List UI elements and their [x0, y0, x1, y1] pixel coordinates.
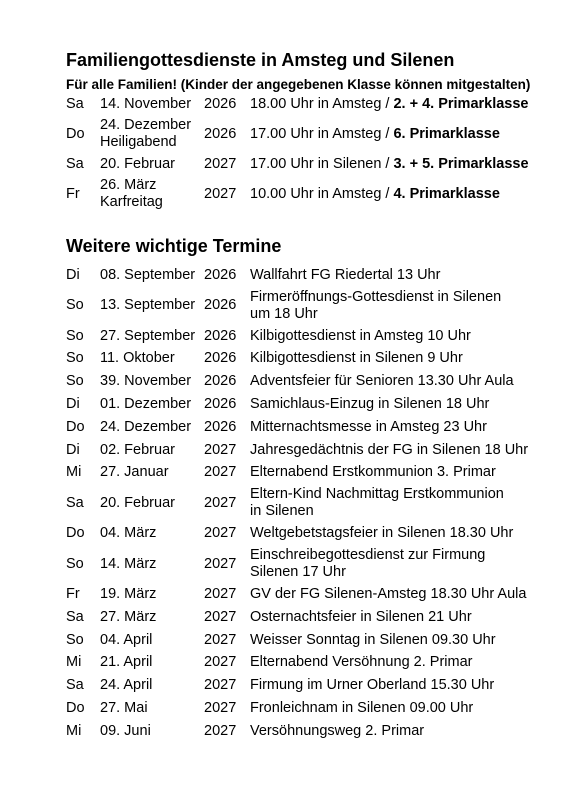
- table-row: [62, 674, 540, 697]
- weekday: Di: [66, 266, 80, 283]
- event-text: Elternabend Versöhnung 2. Primar: [250, 654, 473, 671]
- date: 21. April: [100, 654, 153, 671]
- year: 2027: [204, 441, 237, 458]
- weekday: Do: [66, 525, 85, 542]
- date: 26. März: [100, 177, 157, 193]
- weekday: Sa: [66, 608, 84, 625]
- year: 2026: [204, 297, 237, 314]
- event-cell: [250, 652, 540, 675]
- event-cell: [250, 484, 540, 522]
- date-note: Heiligabend: [100, 134, 177, 150]
- table-row: [62, 93, 540, 115]
- event-text: Samichlaus-Einzug in Silenen 18 Uhr: [250, 396, 490, 413]
- event-text: Eltern-Kind Nachmittag Erstkommunion: [250, 486, 504, 503]
- date: 27. Januar: [100, 464, 169, 481]
- year: 2026: [204, 327, 237, 344]
- event-cell: [250, 462, 540, 485]
- date: 14. November: [100, 95, 192, 112]
- date: 09. Juni: [100, 722, 151, 739]
- event-text-continued: Silenen 17 Uhr: [250, 564, 346, 581]
- event-cell: [250, 264, 540, 287]
- event-class: 3. + 5. Primarklasse: [393, 155, 529, 172]
- table-row: [62, 484, 540, 522]
- event-text: Firmeröffnungs-Gottesdienst in Silenen: [250, 288, 502, 305]
- date: 04. April: [100, 631, 153, 648]
- event-cell: [250, 674, 540, 697]
- table-row: [62, 652, 540, 675]
- year: 2027: [204, 677, 237, 694]
- year: 2026: [204, 350, 237, 367]
- event-cell: [250, 153, 540, 175]
- table-row: [62, 175, 540, 213]
- weekday: Sa: [66, 95, 84, 112]
- year: 2027: [204, 608, 237, 625]
- event-text: Versöhnungsweg 2. Primar: [250, 722, 425, 739]
- event-cell: [250, 325, 540, 348]
- event-text: Mitternachtsmesse in Amsteg 23 Uhr: [250, 418, 487, 435]
- weekday: Sa: [66, 677, 84, 694]
- date: 20. Februar: [100, 155, 175, 172]
- event-class: 6. Primarklasse: [393, 125, 500, 142]
- event-text: Kilbigottesdienst in Amsteg 10 Uhr: [250, 327, 471, 344]
- event-text: Weltgebetstagsfeier in Silenen 18.30 Uhr: [250, 525, 514, 542]
- event-text-continued: in Silenen: [250, 503, 314, 520]
- year: 2027: [204, 185, 237, 202]
- event-text: Firmung im Urner Oberland 15.30 Uhr: [250, 677, 495, 694]
- table-row: [62, 697, 540, 720]
- event-cell: [250, 629, 540, 652]
- year: 2027: [204, 654, 237, 671]
- event-time-place: 10.00 Uhr in Amsteg /: [250, 185, 394, 202]
- date-cell: [100, 115, 204, 153]
- event-cell: [250, 348, 540, 371]
- weekday: Do: [66, 700, 85, 717]
- weekday: So: [66, 373, 84, 390]
- table-row: [62, 325, 540, 348]
- event-text: Fronleichnam in Silenen 09.00 Uhr: [250, 700, 474, 717]
- weekday: Sa: [66, 494, 84, 511]
- table-row: [62, 153, 540, 175]
- date: 13. September: [100, 297, 196, 314]
- dates-table: [62, 264, 540, 743]
- year: 2027: [204, 586, 237, 603]
- date: 20. Februar: [100, 494, 175, 511]
- table-row: [62, 629, 540, 652]
- weekday: Fr: [66, 586, 80, 603]
- event-cell: [250, 697, 540, 720]
- event-text: Wallfahrt FG Riedertal 13 Uhr: [250, 266, 441, 283]
- date: 24. Dezember: [100, 418, 192, 435]
- section-title-weitere-termine: Weitere wichtige Termine: [66, 236, 282, 256]
- event-text: GV der FG Silenen-Amsteg 18.30 Uhr Aula: [250, 586, 527, 603]
- section-title-familiengottesdienste: Familiengottesdienste in Amsteg und Silenen: [66, 50, 455, 70]
- section-subtitle: Für alle Familien! (Kinder der angegebenen Klasse können mitgestalten): [66, 77, 531, 92]
- event-cell: [250, 393, 540, 416]
- table-row: [62, 264, 540, 287]
- date: 02. Februar: [100, 441, 175, 458]
- event-text-continued: um 18 Uhr: [250, 305, 318, 322]
- table-row: [62, 720, 540, 743]
- date: 24. April: [100, 677, 153, 694]
- table-row: [62, 545, 540, 583]
- weekday: Mi: [66, 654, 82, 671]
- year: 2026: [204, 373, 237, 390]
- event-time-place: 18.00 Uhr in Amsteg /: [250, 95, 394, 112]
- event-cell: [250, 522, 540, 545]
- year: 2027: [204, 155, 237, 172]
- date-cell: [100, 153, 204, 175]
- year: 2027: [204, 525, 237, 542]
- table-row: [62, 115, 540, 153]
- weekday: Sa: [66, 155, 84, 172]
- weekday: Do: [66, 125, 85, 142]
- date-cell: [100, 175, 204, 213]
- date-note: Karfreitag: [100, 194, 163, 210]
- event-cell: [250, 439, 540, 462]
- event-text: Jahresgedächtnis der FG in Silenen 18 Uhr: [250, 441, 529, 458]
- year: 2027: [204, 631, 237, 648]
- event-cell: [250, 606, 540, 629]
- event-class: 4. Primarklasse: [393, 185, 500, 202]
- date: 27. März: [100, 608, 157, 625]
- event-cell: [250, 115, 540, 153]
- event-cell: [250, 416, 540, 439]
- year: 2026: [204, 266, 237, 283]
- table-row: [62, 522, 540, 545]
- date-cell: [100, 93, 204, 115]
- event-text: Kilbigottesdienst in Silenen 9 Uhr: [250, 350, 463, 367]
- date: 08. September: [100, 266, 196, 283]
- date: 04. März: [100, 525, 157, 542]
- table-row: [62, 462, 540, 485]
- event-text: Adventsfeier für Senioren 13.30 Uhr Aula: [250, 373, 514, 390]
- date: 24. Dezember: [100, 117, 192, 133]
- weekday: So: [66, 350, 84, 367]
- year: 2026: [204, 418, 237, 435]
- event-cell: [250, 720, 540, 743]
- weekday: Di: [66, 396, 80, 413]
- weekday: So: [66, 327, 84, 344]
- event-cell: [250, 93, 540, 115]
- date: 11. Oktober: [100, 350, 175, 367]
- date: 19. März: [100, 586, 157, 603]
- table-row: [62, 583, 540, 606]
- date: 39. November: [100, 373, 192, 390]
- year: 2026: [204, 125, 237, 142]
- event-time-place: 17.00 Uhr in Amsteg /: [250, 125, 394, 142]
- year: 2027: [204, 555, 237, 572]
- table-row: [62, 393, 540, 416]
- table-row: [62, 287, 540, 325]
- event-text: Einschreibegottesdienst zur Firmung: [250, 547, 486, 564]
- table-row: [62, 370, 540, 393]
- event-text: Elternabend Erstkommunion 3. Primar: [250, 464, 496, 481]
- table-row: [62, 348, 540, 371]
- weekday: Do: [66, 418, 85, 435]
- weekday: So: [66, 555, 84, 572]
- year: 2026: [204, 95, 237, 112]
- date: 01. Dezember: [100, 396, 192, 413]
- date: 27. September: [100, 327, 196, 344]
- family-services-table: [62, 93, 540, 213]
- date: 27. Mai: [100, 700, 148, 717]
- event-time-place: 17.00 Uhr in Silenen /: [250, 155, 394, 172]
- event-cell: [250, 583, 540, 606]
- event-text: Osternachtsfeier in Silenen 21 Uhr: [250, 608, 472, 625]
- weekday: So: [66, 297, 84, 314]
- event-cell: [250, 287, 540, 325]
- table-row: [62, 416, 540, 439]
- year: 2027: [204, 722, 237, 739]
- weekday: Mi: [66, 464, 82, 481]
- weekday: Mi: [66, 722, 82, 739]
- event-cell: [250, 370, 540, 393]
- weekday: Fr: [66, 185, 80, 202]
- weekday: So: [66, 631, 84, 648]
- year: 2027: [204, 464, 237, 481]
- event-class: 2. + 4. Primarklasse: [393, 95, 529, 112]
- table-row: [62, 606, 540, 629]
- year: 2027: [204, 700, 237, 717]
- event-cell: [250, 545, 540, 583]
- date: 14. März: [100, 555, 157, 572]
- year: 2026: [204, 396, 237, 413]
- year: 2027: [204, 494, 237, 511]
- weekday: Di: [66, 441, 80, 458]
- event-text: Weisser Sonntag in Silenen 09.30 Uhr: [250, 631, 496, 648]
- table-row: [62, 439, 540, 462]
- event-cell: [250, 175, 540, 213]
